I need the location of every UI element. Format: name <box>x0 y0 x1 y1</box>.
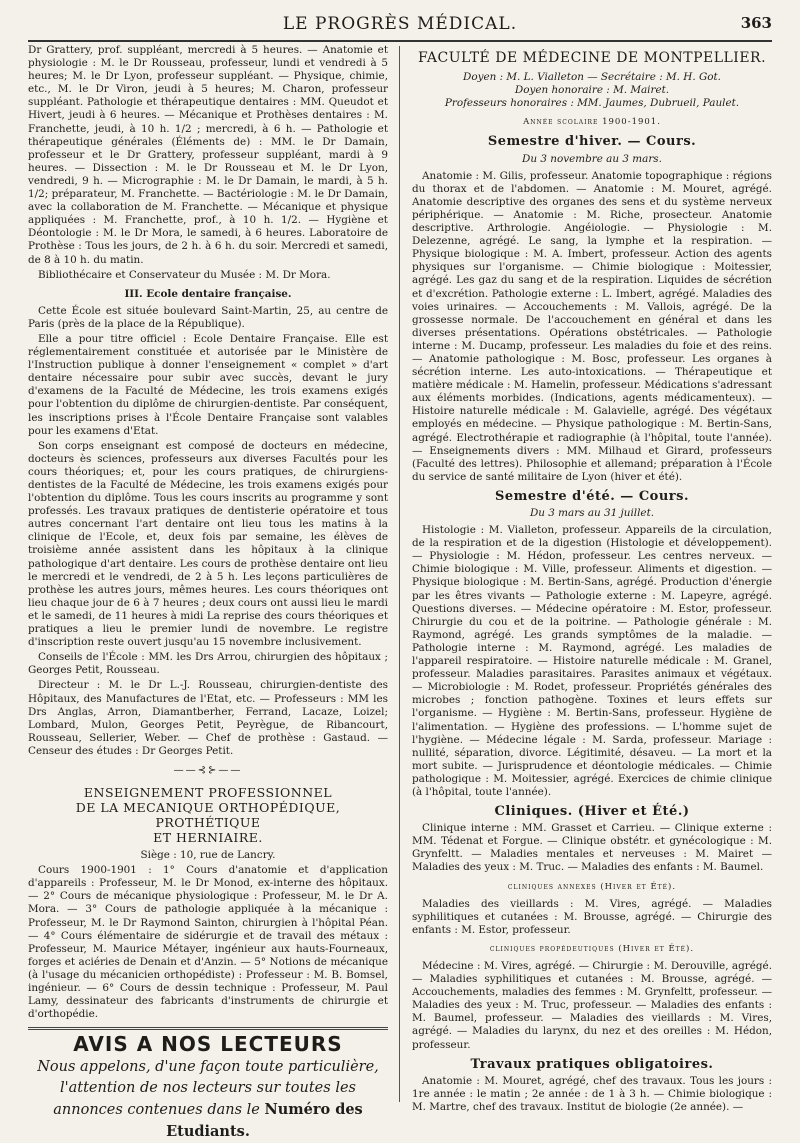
left-column <box>28 44 388 1141</box>
enseignement-siege: Siège : 10, rue de Lancry. <box>140 849 276 862</box>
cliniques-annexes-paragraph: Maladies des vieillards : M. Vires, agrégé. — Maladies syphilitiques et cutanées : M. Brousse, agrégé. — Chirurgie des enfants : M. Estor, professeur. <box>412 897 772 936</box>
school-location-paragraph: Cette École est située boulevard Saint-Martin, 25, au centre de Paris (près de la place de la République). <box>28 304 388 330</box>
winter-semester-dates: Du 3 novembre au 3 mars. <box>522 152 662 165</box>
right-column <box>412 44 772 1113</box>
school-council-paragraph: Conseils de l'École : MM. les Drs Arrou, chirurgien des hôpitaux ; Georges Petit, Rousseau. <box>28 651 388 677</box>
page-number: 363 <box>740 14 772 32</box>
cliniques-propedeutiques-paragraph: Médecine : M. Vires, agrégé. — Chirurgie : M. Derouville, agrégé. — Maladies syphilitiques et cutanées : M. Brousse, agrégé. — Accouchements, maladies des femmes : M. Grynfeltt, professeur. — Maladies des yeux : M. Truc, professeur. — Maladies des enfants : M. Baumel, professeur. — Maladies des vieillards : M. Vires, agrégé. — Maladies du larynx, du nez et des oreilles : M. Hédon, professeur. <box>412 960 772 1051</box>
summer-semester-heading: Semestre d'été. — Cours. <box>494 488 689 504</box>
cliniques-annexes-heading: cliniques annexes (Hiver et Été). <box>507 881 677 892</box>
column-divider <box>399 46 400 1102</box>
ornament-divider: ——⊰⊱—— <box>173 764 243 776</box>
academic-year: Année scolaire 1900-1901. <box>523 117 661 128</box>
cliniques-paragraph: Clinique interne : MM. Grasset et Carrieu. — Clinique externe : MM. Tédenat et Forgue. — Clinique obstétr. et gynécologique : M. Grynfeltt. — Maladies mentales et nerveuses : M. Mairet — Maladies des yeux : M. Truc. — Maladies des enfants : M. Baumel. <box>412 822 772 874</box>
avis-text-main: Nous appelons, d'une façon toute particulière, l'attention de nos lecteurs sur toutes les annonces contenues dans le <box>37 1059 379 1119</box>
faculty-title: FACULTÉ DE MÉDECINE DE MONTPELLIER. <box>417 50 767 66</box>
school-director-paragraph: Directeur : M. le Dr L.-J. Rousseau, chirurgien-dentiste des Hôpitaux, des Manufactures de l'Etat, etc. — Professeurs : MM les Drs Anglas, Arron, Diamantberher, Ferrand, Lacaze, Loizel; Lombard, Mulon, Georges Petit, Peyrègue, de Ribancourt, Rousseau, Sellerier, Weber. — Chef de prothèse : Gastaud. — Censeur des études : Dr Georges Petit. <box>28 679 388 757</box>
travaux-pratiques-paragraph: Anatomie : M. Mouret, agrégé, chef des travaux. Tous les jours : 1re année : le matin ; 2e année : de 1 à 3 h. — Chimie biologique : M. Martre, chef des travaux. Institut de biologie (2e année). — <box>412 1074 772 1113</box>
cliniques-propedeutiques-heading: cliniques propédeutiques (Hiver et Été). <box>489 943 695 954</box>
officer-line-honorary-dean: Doyen honoraire : M. Mairet. <box>514 84 670 97</box>
teaching-staff-paragraph: Son corps enseignant est composé de docteurs en médecine, docteurs ès sciences, professeurs aux diverses Facultés pour les cours théoriques; et, pour les cours pratiques, de chirurgiens-dentistes de la Faculté de Médecine, les trois examens exigés pour l'obtention du diplôme. Tous les cours inscrits au programme y sont professés. Les travaux pratiques de dentisterie opératoire et tous autres concernant l'art dentaire ont lieu tous les matins à la clinique de l'Ecole, et, deux fois par semaine, les élèves de troisième année assistent dans les hôpitaux à la clinique pathologique d'art dentaire. Les cours de prothèse dentaire ont lieu le mercredi et le vendredi, de 2 à 5 h. Les leçons particulières de prothèse les autres jours, mêmes heures. Les cours théoriques ont lieu chaque jour de 6 à 7 heures ; deux cours ont aussi lieu le mardi et le samedi, de 11 heures à midi La reprise des cours théoriques et pratiques a lieu le premier lundi de novembre. Le registre d'inscription reste ouvert jusqu'au 15 novembre inclusivement. <box>28 439 388 649</box>
enseignement-courses-paragraph: Cours 1900-1901 : 1° Cours d'anatomie et d'application d'appareils : Professeur, M. le Dr Monod, ex-interne des hôpitaux. — 2° Cours de mécanique physiologique : Professeur, M. le Dr A. Mora. — 3° Cours de pathologie appliquée à la mécanique : Professeur, M. le Dr Raymond Sainton, chirurgien à l'hôpital Péan. — 4° Cours élémentaire de sidérurgie et de travail des métaux : Professeur, M. Maurice Métayer, ingénieur aux hauts-Fourneaux, forges et aciéries de Denain et d'Anzin. — 5° Notions de mécanique (à l'usage du mécanicien orthopédiste) : Professeur : M. B. Bomsel, ingénieur. — 6° Cours de dessin technique : Professeur, M. Paul Lamy, dessinateur des fabricants d'instruments de chirurgie et d'orthopédie. <box>28 864 388 1021</box>
double-rule <box>28 1027 388 1030</box>
winter-courses-paragraph: Anatomie : M. Gilis, professeur. Anatomie topographique : régions du thorax et de l'abdomen. — Anatomie : M. Mouret, agrégé. Anatomie descriptive des organes des sens et du système nerveux périphérique. — Anatomie : M. Riche, prosecteur. Anatomie descriptive. Arthrologie. Angéiologie. — Physiologie : M. Delezenne, agrégé. Le sang, la lymphe et la respiration. — Physique biologique : M. A. Imbert, professeur. Action des agents physiques sur l'organisme. — Chimie biologique : Moitessier, agrégé. Les gaz du sang et de la respiration. Liquides de sécrétion et d'excrétion. Pathologie externe : L. Imbert, agrégé. Maladies des voies urinaires. — Accouchements : M. Vallois, agrégé. De la grossesse normale. De l'accouchement en général et dans les diverses présentations. Opérations obstétricales. — Pathologie interne : M. Ducamp, professeur. Les maladies du foie et des reins. — Anatomie pathologique : M. Bosc, professeur. Les organes à sécrétion interne. Les auto-intoxications. — Thérapeutique et matière médicale : M. Hamelin, professeur. Médications s'adressant aux éléments morbides. (Indications, agents médicamenteux). — Histoire naturelle médicale : M. Galavielle, agrégé. Des végétaux employés en médecine. — Physique pathologique : M. Bertin-Sans, agrégé. Electrothérapie et radiographie (à l'hôpital, toute l'année). — Enseignements divers : MM. Milhaud et Girard, professeurs (Faculté des lettres). Philosophie et allemand; préparation à l'École du service de santé militaire de Lyon (hiver et été). <box>412 169 772 483</box>
summer-semester-dates: Du 3 mars au 31 juillet. <box>529 507 655 519</box>
travaux-pratiques-heading: Travaux pratiques obligatoires. <box>470 1056 714 1072</box>
avis-title: AVIS A NOS LECTEURS <box>73 1032 343 1057</box>
enseignement-heading: ENSEIGNEMENT PROFESSIONNEL DE LA MECANIQUE ORTHOPÉDIQUE, PROTHÉTIQUE ET HERNIAIRE. <box>75 785 341 846</box>
summer-courses-paragraph: Histologie : M. Vialleton, professeur. Appareils de la circulation, de la respiration et de la digestion (Histologie et développement). — Physiologie : M. Hédon, professeur. Les centres nerveux. — Chimie biologique : M. Ville, professeur. Aliments et digestion. — Physique biologique : M. Bertin-Sans, agrégé. Production d'énergie par les êtres vivants — Pathologie externe : M. Lapeyre, agrégé. Questions diverses. — Médecine opératoire : M. Estor, professeur. Chirurgie du cou et de la poitrine. — Pathologie générale : M. Raymond, agrégé. Les grands symptômes de la maladie. — Pathologie interne : M. Raymond, agrégé. Les maladies de l'appareil respiratoire. — Histoire naturelle médicale : M. Granel, professeur. Maladies parasitaires. Parasites animaux et végétaux. — Microbiologie : M. Rodet, professeur. Propriétés générales des microbes ; fonction pathogène. Toxines et leurs effets sur l'organisme. — Hygiène : M. Bertin-Sans, professeur. Hygiène de l'alimentation. — Hygiène des professions. — L'homme sujet de l'hygiène. — Médecine légale : M. Sarda, professeur. Mariage : nullité, séparation, divorce. Légitimité, désaveu. — La mort et la mort subite. — Jurisprudence et déontologie médicales. — Chimie pathologique : M. Moitessier, agrégé. Exercices de chimie clinique (à l'hôpital, toute l'année). <box>412 524 772 798</box>
winter-semester-heading: Semestre d'hiver. — Cours. <box>487 134 697 150</box>
school-title-paragraph: Elle a pour titre officiel : Ecole Dentaire Française. Elle est réglementairement constituée et autorisée par le Ministère de l'Instruction publique à donner l'enseignement « complet » d'art dentaire nécessaire pour subir avec succès, devant le jury d'examens de la Faculté de Médecine, les trois examens exigés pour l'obtention du diplôme de chirurgien-dentiste. Par conséquent, les inscriptions prises à l'École Dentaire Française sont valables pour les examens d'Etat. <box>28 332 388 437</box>
running-head <box>28 14 772 42</box>
librarian-paragraph: Bibliothécaire et Conservateur du Musée : M. Dr Mora. <box>38 268 331 281</box>
officer-line-honorary-professors: Professeurs honoraires : MM. Jaumes, Dubrueil, Paulet. <box>444 97 740 110</box>
avis-text-bold: Numéro des Etudiants. <box>166 1101 363 1141</box>
officer-line-dean: Doyen : M. L. Vialleton — Secrétaire : M. H. Got. <box>463 71 721 84</box>
avis-text <box>28 1057 388 1143</box>
journal-title: LE PROGRÈS MÉDICAL. <box>282 14 518 34</box>
course-schedule-paragraph: Dr Grattery, prof. suppléant, mercredi à 5 heures. — Anatomie et physiologie : M. le Dr Rousseau, professeur, lundi et vendredi à 5 heures; M. le Dr Lyon, professeur suppléant. — Physique, chimie, etc., M. le Dr Viron, jeudi à 5 heures; M. Charon, professeur suppléant. Pathologie et thérapeutique dentaires : MM. Queudot et Hivert, jeudi à 6 heures. — Mécanique et Prothèses dentaires : M. Franchette, jeudi, à 10 h. 1/2 ; mercredi, à 6 h. — Pathologie et thérapeutique générales (Éléments de) : MM. le Dr Damain, professeur et le Dr Grattery, professeur suppléant, mardi à 9 heures. — Dissection : M. le Dr Rousseau et M. le Dr Lyon, vendredi, 9 h. — Micrographie : M. le Dr Damain, le mardi, à 5 h. 1/2; préparateur, M. Franchette. — Bactériologie : M. le Dr Damain, avec la collaboration de M. Franchette. — Mécanique et physique appliquées : M. Franchette, prof., à 10 h. 1/2. — Hygiène et Déontologie : M. le Dr Mora, le samedi, à 6 heures. Laboratoire de Prothèse : Tous les jours, de 2 h. à 6 h. du soir. Mercredi et samedi, de 8 à 10 h. du matin. <box>28 44 388 266</box>
section-iii-heading: III. Ecole dentaire française. <box>124 287 292 300</box>
cliniques-heading: Cliniques. (Hiver et Été.) <box>494 804 690 820</box>
